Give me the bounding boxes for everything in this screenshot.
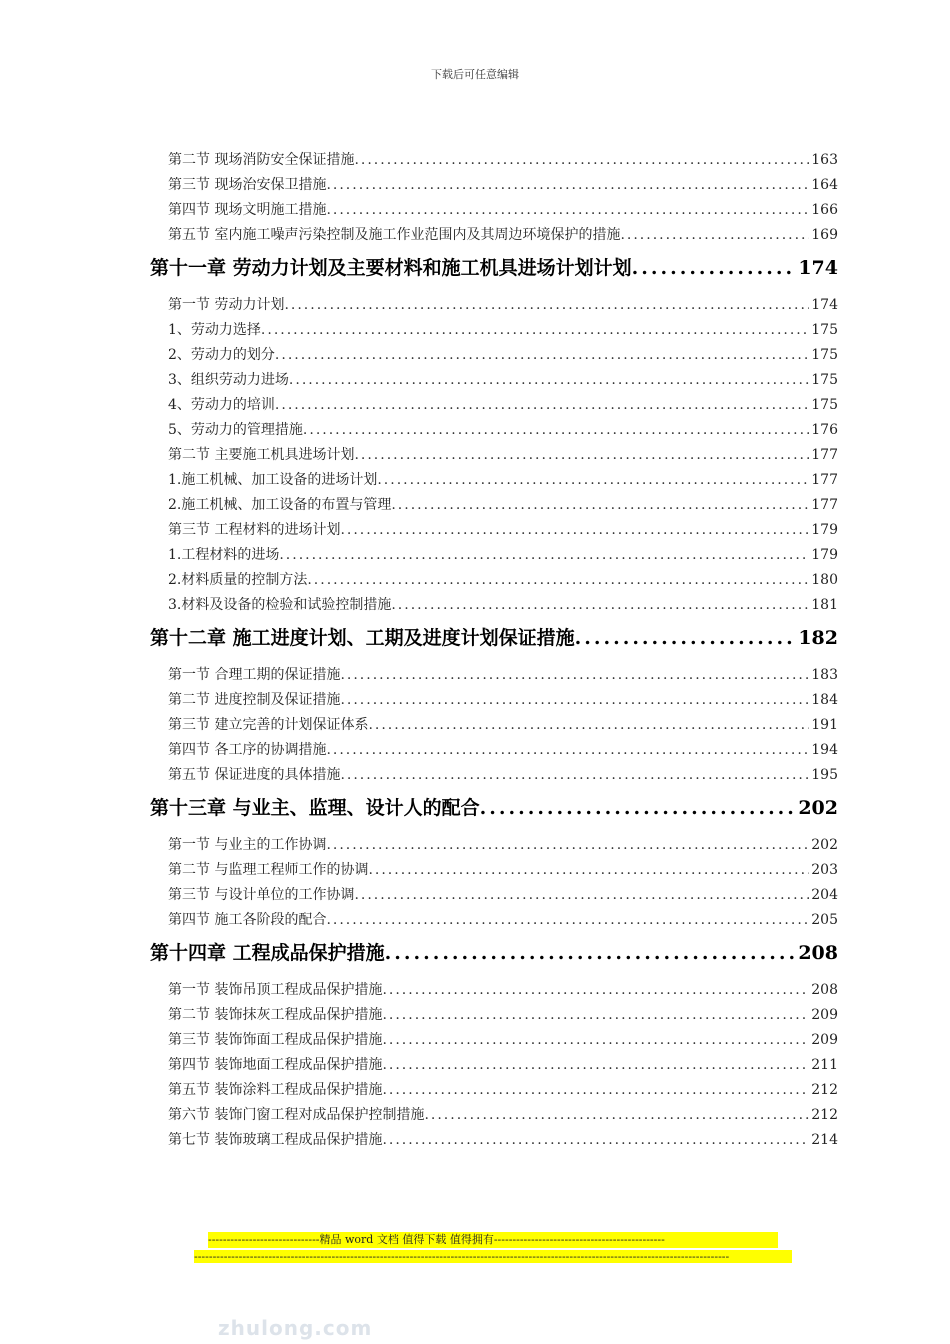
toc-page-number: 209	[811, 1032, 838, 1048]
toc-page-number: 205	[811, 912, 838, 928]
toc-entry-title: 第四节 施工各阶段的配合	[168, 912, 327, 928]
toc-dot-leader	[307, 568, 809, 593]
toc-page-number: 214	[811, 1132, 838, 1148]
toc-entry-title: 2.施工机械、加工设备的布置与管理	[168, 497, 392, 513]
toc-section-entry[interactable]	[168, 883, 838, 908]
toc-section-entry[interactable]	[168, 593, 838, 618]
toc-section-entry[interactable]	[168, 1103, 838, 1128]
toc-page-number: 169	[811, 227, 838, 243]
toc-entry-title: 第一节 装饰吊顶工程成品保护措施	[168, 982, 383, 998]
toc-page-number: 166	[811, 202, 838, 218]
toc-entry-title: 第二节 主要施工机具进场计划	[168, 447, 355, 463]
toc-dot-leader	[382, 1028, 809, 1053]
toc-entry-title: 3.材料及设备的检验和试验控制措施	[168, 597, 392, 613]
toc-dot-leader	[368, 858, 809, 883]
toc-page-number: 175	[811, 322, 838, 338]
toc-section-entry[interactable]	[168, 713, 838, 738]
toc-page-number: 184	[811, 692, 838, 708]
toc-entry-title: 第四节 现场文明施工措施	[168, 202, 327, 218]
toc-dot-leader	[391, 593, 809, 618]
toc-dot-leader	[284, 293, 809, 318]
toc-page-number: 175	[811, 397, 838, 413]
toc-entry-title: 第三节 现场治安保卫措施	[168, 177, 327, 193]
toc-section-entry[interactable]	[168, 1128, 838, 1153]
toc-entry-title: 2、劳动力的划分	[168, 347, 275, 363]
toc-dot-leader	[377, 468, 809, 493]
toc-section-entry[interactable]	[168, 688, 838, 713]
toc-page-number: 174	[798, 257, 838, 279]
toc-dot-leader	[340, 763, 809, 788]
toc-dot-leader	[354, 148, 809, 173]
toc-dot-leader	[261, 318, 809, 343]
toc-dot-leader	[385, 936, 797, 970]
toc-page-number: 204	[811, 887, 838, 903]
toc-section-entry[interactable]	[168, 468, 838, 493]
toc-page-number: 191	[811, 717, 838, 733]
toc-section-entry[interactable]	[168, 543, 838, 568]
toc-dot-leader	[368, 713, 809, 738]
toc-page-number: 195	[811, 767, 838, 783]
toc-dot-leader	[326, 908, 809, 933]
toc-entry-title: 第四节 装饰地面工程成品保护措施	[168, 1057, 383, 1073]
toc-dot-leader	[279, 543, 809, 568]
toc-dot-leader	[354, 443, 809, 468]
toc-dot-leader	[326, 833, 809, 858]
toc-page-number: 177	[811, 497, 838, 513]
toc-page-number: 174	[811, 297, 838, 313]
toc-section-entry[interactable]	[168, 763, 838, 788]
toc-chapter-entry[interactable]	[150, 936, 838, 970]
toc-dot-leader	[382, 1078, 809, 1103]
toc-section-entry[interactable]	[168, 833, 838, 858]
toc-section-entry[interactable]	[168, 293, 838, 318]
toc-entry-title: 第三节 装饰饰面工程成品保护措施	[168, 1032, 383, 1048]
toc-dot-leader	[480, 791, 797, 825]
toc-page-number: 181	[811, 597, 838, 613]
toc-page-number: 208	[798, 942, 838, 964]
toc-section-entry[interactable]	[168, 858, 838, 883]
toc-page-number: 179	[811, 547, 838, 563]
toc-page-number: 212	[811, 1082, 838, 1098]
table-of-contents	[150, 148, 838, 1153]
toc-page-number: 211	[811, 1057, 838, 1073]
toc-chapter-entry[interactable]	[150, 791, 838, 825]
toc-page-number: 212	[811, 1107, 838, 1123]
footer-rule: ------------------------------------------------------------------------------------------------------------------------------------------------	[194, 1250, 792, 1263]
toc-chapter-entry[interactable]	[150, 621, 838, 655]
toc-entry-title: 第七节 装饰玻璃工程成品保护措施	[168, 1132, 383, 1148]
toc-entry-title: 第三节 建立完善的计划保证体系	[168, 717, 369, 733]
toc-dot-leader	[391, 493, 809, 518]
toc-section-entry[interactable]	[168, 1078, 838, 1103]
toc-dot-leader	[326, 738, 809, 763]
watermark-logo: zhulong.com	[218, 1316, 373, 1340]
toc-entry-title: 第二节 进度控制及保证措施	[168, 692, 341, 708]
toc-entry-title: 第二节 与监理工程师工作的协调	[168, 862, 369, 878]
toc-entry-title: 第五节 装饰涂料工程成品保护措施	[168, 1082, 383, 1098]
page-header: 下载后可任意编辑	[431, 68, 519, 81]
toc-dot-leader	[303, 418, 809, 443]
toc-section-entry[interactable]	[168, 368, 838, 393]
toc-page-number: 202	[798, 797, 838, 819]
toc-chapter-entry[interactable]	[150, 251, 838, 285]
toc-dot-leader	[575, 621, 797, 655]
toc-section-entry[interactable]	[168, 908, 838, 933]
toc-page-number: 203	[811, 862, 838, 878]
toc-entry-title: 第十三章 与业主、监理、设计人的配合	[150, 797, 480, 819]
toc-page-number: 175	[811, 372, 838, 388]
toc-entry-title: 第一节 合理工期的保证措施	[168, 667, 341, 683]
toc-section-entry[interactable]	[168, 223, 838, 248]
toc-section-entry[interactable]	[168, 1028, 838, 1053]
toc-entry-title: 第二节 装饰抹灰工程成品保护措施	[168, 1007, 383, 1023]
toc-entry-title: 第二节 现场消防安全保证措施	[168, 152, 355, 168]
toc-page-number: 163	[811, 152, 838, 168]
toc-section-entry[interactable]	[168, 318, 838, 343]
toc-entry-title: 1.工程材料的进场	[168, 547, 280, 563]
toc-page-number: 183	[811, 667, 838, 683]
toc-page-number: 202	[811, 837, 838, 853]
footer-banner: ------------------------------精品 word 文档 值得下载 值得拥有----------------------------------------------	[208, 1232, 778, 1248]
toc-entry-title: 第四节 各工序的协调措施	[168, 742, 327, 758]
toc-entry-title: 第一节 劳动力计划	[168, 297, 285, 313]
toc-entry-title: 第三节 与设计单位的工作协调	[168, 887, 355, 903]
toc-entry-title: 第十一章 劳动力计划及主要材料和施工机具进场计划计划	[150, 257, 632, 279]
toc-page-number: 177	[811, 447, 838, 463]
toc-entry-title: 第五节 保证进度的具体措施	[168, 767, 341, 783]
toc-dot-leader	[340, 518, 809, 543]
toc-dot-leader	[340, 663, 809, 688]
toc-page-number: 177	[811, 472, 838, 488]
toc-page-number: 182	[798, 627, 838, 649]
toc-dot-leader	[326, 198, 809, 223]
toc-section-entry[interactable]	[168, 518, 838, 543]
toc-dot-leader	[275, 343, 809, 368]
toc-entry-title: 第三节 工程材料的进场计划	[168, 522, 341, 538]
toc-page-number: 175	[811, 347, 838, 363]
toc-dot-leader	[382, 978, 809, 1003]
toc-entry-title: 第一节 与业主的工作协调	[168, 837, 327, 853]
toc-section-entry[interactable]	[168, 343, 838, 368]
toc-section-entry[interactable]	[168, 493, 838, 518]
toc-dot-leader	[424, 1103, 809, 1128]
toc-entry-title: 3、组织劳动力进场	[168, 372, 289, 388]
toc-dot-leader	[354, 883, 809, 908]
toc-section-entry[interactable]	[168, 1053, 838, 1078]
toc-dot-leader	[382, 1053, 809, 1078]
toc-page-number: 180	[811, 572, 838, 588]
toc-entry-title: 1、劳动力选择	[168, 322, 261, 338]
toc-page-number: 176	[811, 422, 838, 438]
toc-entry-title: 2.材料质量的控制方法	[168, 572, 308, 588]
toc-entry-title: 5、劳动力的管理措施	[168, 422, 303, 438]
toc-section-entry[interactable]	[168, 393, 838, 418]
toc-entry-title: 第十二章 施工进度计划、工期及进度计划保证措施	[150, 627, 575, 649]
toc-section-entry[interactable]	[168, 568, 838, 593]
toc-dot-leader	[289, 368, 809, 393]
toc-section-entry[interactable]	[168, 443, 838, 468]
toc-section-entry[interactable]	[168, 148, 838, 173]
toc-section-entry[interactable]	[168, 978, 838, 1003]
toc-entry-title: 第五节 室内施工噪声污染控制及施工作业范围内及其周边环境保护的措施	[168, 227, 621, 243]
toc-page-number: 179	[811, 522, 838, 538]
toc-entry-title: 1.施工机械、加工设备的进场计划	[168, 472, 378, 488]
toc-dot-leader	[340, 688, 809, 713]
toc-dot-leader	[632, 251, 797, 285]
toc-dot-leader	[620, 223, 809, 248]
toc-entry-title: 第十四章 工程成品保护措施	[150, 942, 385, 964]
toc-section-entry[interactable]	[168, 173, 838, 198]
toc-page-number: 209	[811, 1007, 838, 1023]
toc-dot-leader	[326, 173, 809, 198]
toc-entry-title: 4、劳动力的培训	[168, 397, 275, 413]
toc-page-number: 194	[811, 742, 838, 758]
toc-dot-leader	[382, 1128, 809, 1153]
toc-page-number: 208	[811, 982, 838, 998]
toc-section-entry[interactable]	[168, 198, 838, 223]
toc-dot-leader	[275, 393, 809, 418]
toc-section-entry[interactable]	[168, 418, 838, 443]
toc-section-entry[interactable]	[168, 738, 838, 763]
toc-dot-leader	[382, 1003, 809, 1028]
toc-entry-title: 第六节 装饰门窗工程对成品保护控制措施	[168, 1107, 425, 1123]
toc-section-entry[interactable]	[168, 1003, 838, 1028]
toc-section-entry[interactable]	[168, 663, 838, 688]
toc-page-number: 164	[811, 177, 838, 193]
